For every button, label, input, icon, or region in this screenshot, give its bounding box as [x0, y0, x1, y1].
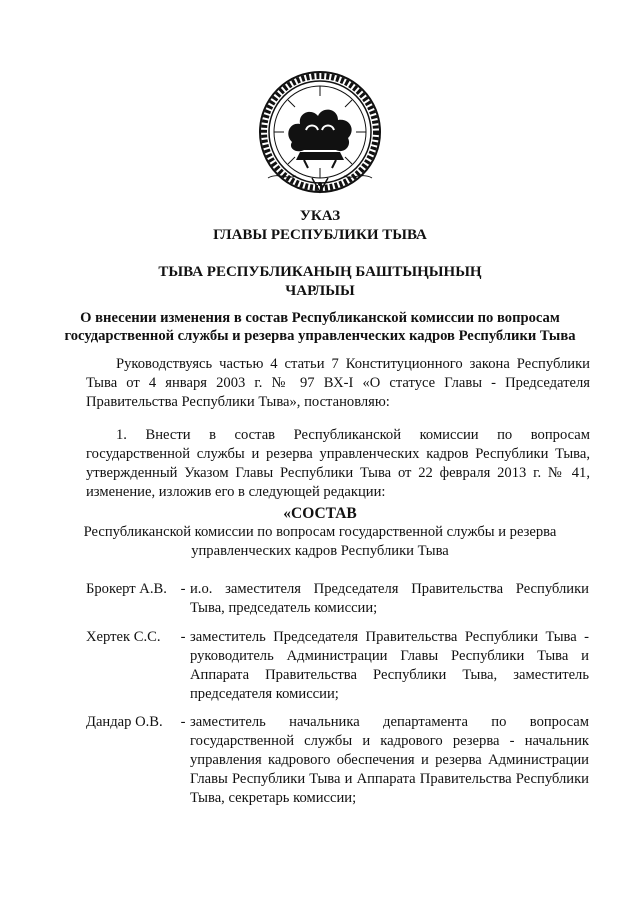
coat-of-arms-icon [248, 68, 392, 196]
clause-1-paragraph: 1. Внести в состав Республиканской комиссии по вопросам государственной службы и резерва управленческих кадров Республики Тыва, утвержденный Указом Главы Республики Тыва от 22 февраля 2013 г. № 41, изменение, изложив его в следующей редакции: [86, 427, 590, 500]
decree-issuer: ГЛАВЫ РЕСПУБЛИКИ ТЫВА [213, 227, 427, 243]
decree-subject: О внесении изменения в состав Республиканской комиссии по вопросам государственной службы и резерва управленческих кадров Республики Тыва [64, 310, 576, 344]
member-name: Хертек С.С. [86, 629, 161, 645]
member-row [86, 713, 600, 813]
member-row [86, 628, 600, 708]
composition-subtitle: Республиканской комиссии по вопросам государственной службы и резерва управленческих кадров Республики Тыва [83, 524, 557, 559]
tuvan-title-line1: ТЫВА РЕСПУБЛИКАНЫҢ БАШТЫҢЫНЫҢ [158, 264, 482, 280]
member-position: и.о. заместителя Председателя Правительства Республики Тыва, председатель комиссии; [190, 581, 589, 616]
preamble-paragraph: Руководствуясь частью 4 статьи 7 Конституционного закона Республики Тыва от 4 января 2003 г. № 97 ВХ-I «О статусе Главы - Председателя Правительства Республики Тыва», постановляю: [86, 356, 590, 410]
member-name: Дандар О.В. [86, 714, 163, 730]
member-position: заместитель Председателя Правительства Республики Тыва - руководитель Администрации Главы Республики Тыва и Аппарата Правительства Республики Тыва, заместитель председателя комиссии; [190, 629, 589, 702]
member-position: заместитель начальника департамента по вопросам государственной службы и кадрового резерва - начальник управления кадрового обеспечения и резерва Администрации Главы Республики Тыва и Аппарата Правительства Республики Тыва, секретарь комиссии; [190, 714, 589, 806]
member-dash: - [180, 581, 186, 597]
member-row [86, 580, 600, 620]
member-dash: - [180, 629, 186, 645]
member-dash: - [180, 714, 186, 730]
composition-title: «СОСТАВ [283, 505, 357, 522]
decree-title: УКАЗ [299, 208, 341, 224]
member-name: Брокерт А.В. [86, 581, 167, 597]
tuvan-title-line2: ЧАРЛЫЫ [285, 283, 355, 299]
